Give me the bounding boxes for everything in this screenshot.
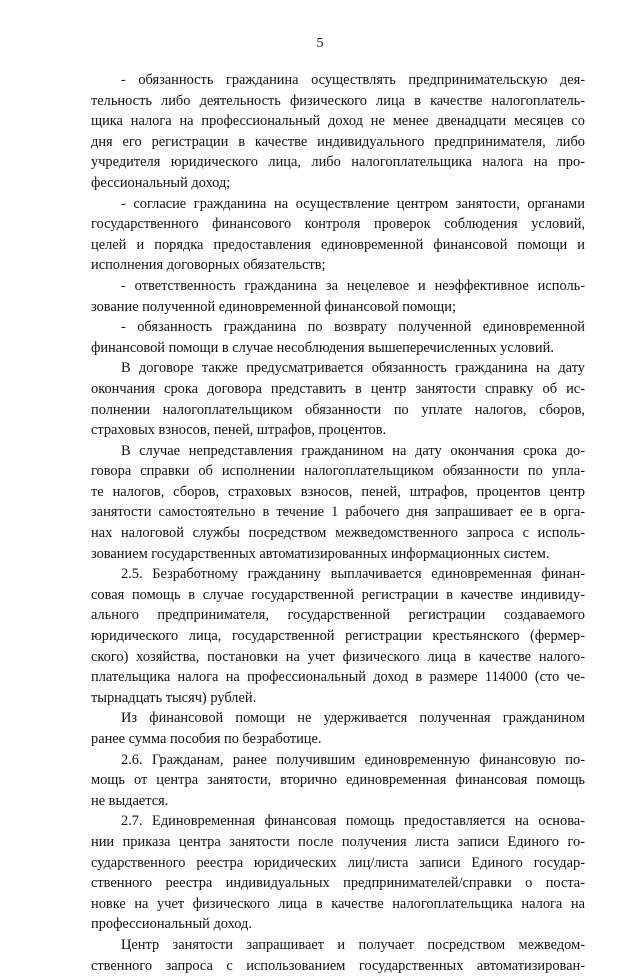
text-line: говора справки об исполнении налогоплательщиком обязанности по упла- bbox=[91, 463, 585, 480]
text-line: профессиональный доход. bbox=[91, 916, 252, 933]
text-line: тельность либо деятельность физического лица в качестве налогоплатель- bbox=[91, 92, 585, 109]
text-line: дня его регистрации в качестве индивидуального предпринимателя, либо bbox=[91, 133, 585, 150]
text-line: те налогов, сборов, страховых взносов, пеней, штрафов, процентов центр bbox=[91, 483, 585, 500]
text-line: 2.6. Гражданам, ранее получившим единовременную финансовую по- bbox=[121, 751, 585, 768]
text-line: зование полученной единовременной финансовой помощи; bbox=[91, 298, 456, 315]
text-line: В договоре также предусматривается обязанность гражданина на дату bbox=[121, 360, 585, 377]
text-line: учредителя юридического лица, либо налогоплательщика налога на про- bbox=[91, 154, 585, 171]
document-body bbox=[91, 70, 585, 976]
text-line: Центр занятости запрашивает и получает посредством межведом- bbox=[121, 936, 585, 953]
text-line: финансовой помощи в случае несоблюдения вышеперечисленных условий. bbox=[91, 339, 554, 356]
text-line: щика налога на профессиональный доход не менее двенадцати месяцев со bbox=[91, 113, 585, 130]
text-line: занятости самостоятельно в течение 1 рабочего дня запрашивает ее в орга- bbox=[91, 504, 585, 521]
text-line: новке на учет физического лица в качестве налогоплательщика налога на bbox=[91, 895, 585, 912]
text-line: фессиональный доход; bbox=[91, 174, 231, 191]
text-line: ственного реестра индивидуальных предпринимателей/справки о поста- bbox=[91, 875, 585, 892]
text-line: целей и порядка предоставления единовременной финансовой помощи и bbox=[91, 236, 585, 253]
text-line: ского) хозяйства, постановки на учет физического лица в качестве налого- bbox=[91, 648, 585, 665]
text-line: - обязанность гражданина по возврату полученной единовременной bbox=[121, 319, 585, 336]
text-line: плательщика налога на профессиональный доход в размере 114000 (сто че- bbox=[91, 669, 585, 686]
text-line: ственного запроса с использованием государственных автоматизирован- bbox=[91, 957, 585, 974]
text-line: нах налоговой службы посредством межведомственного запроса с исполь- bbox=[91, 525, 585, 542]
text-line: ранее сумма пособия по безработице. bbox=[91, 731, 322, 747]
text-line: мощь от центра занятости, вторично единовременная финансовая помощь bbox=[91, 772, 585, 789]
text-line: зованием государственных автоматизированных информационных систем. bbox=[91, 545, 550, 562]
text-line: 2.5. Безработному гражданину выплачивается единовременная финан- bbox=[121, 566, 585, 583]
text-line: ального предпринимателя, государственной регистрации создаваемого bbox=[91, 607, 585, 624]
text-line: нии приказа центра занятости после получения листа записи Единого го- bbox=[91, 833, 585, 850]
text-line: исполнения договорных обязательств; bbox=[91, 257, 326, 274]
text-line: окончания срока договора представить в центр занятости справку об ис- bbox=[91, 380, 585, 397]
text-line: страховых взносов, пеней, штрафов, процентов. bbox=[91, 422, 387, 439]
text-line: полнении налогоплательщиком обязанности по уплате налогов, сборов, bbox=[91, 401, 585, 418]
text-line: - обязанность гражданина осуществлять предпринимательскую дея- bbox=[121, 72, 585, 88]
text-line: - ответственность гражданина за нецелевое и неэффективное исполь- bbox=[121, 277, 585, 294]
text-line: не выдается. bbox=[91, 792, 169, 809]
text-line: сударственного реестра юридических лиц/листа записи Единого государ- bbox=[91, 854, 585, 871]
page-number: 5 bbox=[316, 36, 324, 51]
text-line: Из финансовой помощи не удерживается полученная гражданином bbox=[121, 710, 585, 727]
text-line: совая помощь в случае государственной регистрации в качестве индивиду- bbox=[91, 586, 585, 603]
text-line: юридического лица, государственной регистрации крестьянского (фермер- bbox=[91, 628, 585, 645]
text-line: - согласие гражданина на осуществление центром занятости, органами bbox=[121, 195, 585, 212]
text-line: тырнадцать тысяч) рублей. bbox=[91, 689, 257, 706]
text-line: 2.7. Единовременная финансовая помощь предоставляется на основа- bbox=[121, 813, 585, 830]
text-line: В случае непредставления гражданином на дату окончания срока до- bbox=[121, 442, 585, 459]
text-line: государственного финансового контроля проверок соблюдения условий, bbox=[91, 216, 585, 233]
